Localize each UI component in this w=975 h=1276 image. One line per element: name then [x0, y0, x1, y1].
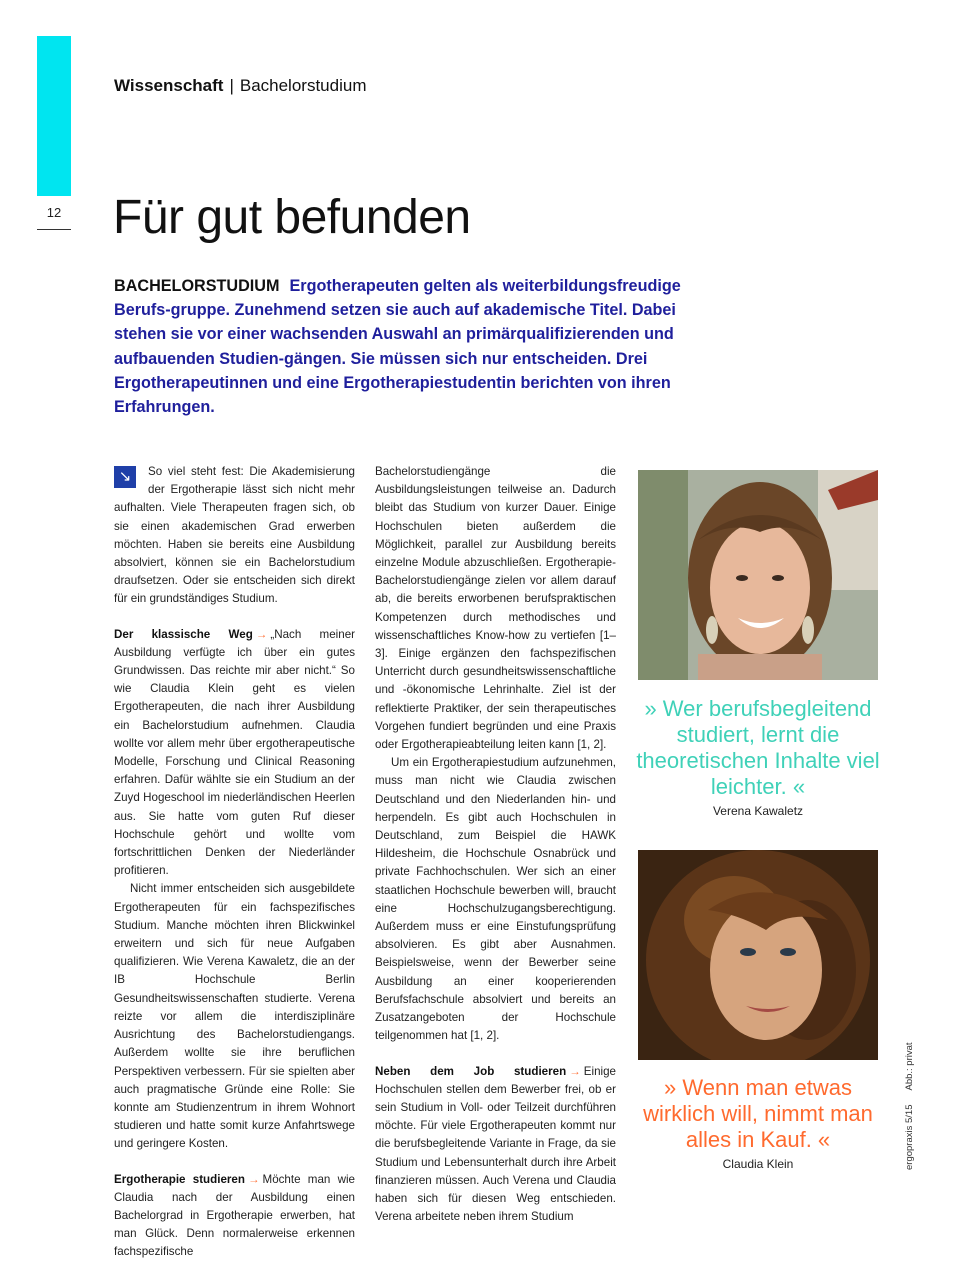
page-number: 12	[46, 205, 62, 220]
accent-bar	[37, 36, 71, 196]
subheading-arrow-icon: →	[247, 1172, 260, 1186]
column2-paragraph-1: Bachelorstudiengänge die Ausbildungsleistungen teilweise an. Dadurch bleibt das Studium von kurzer Dauer. Einige Hochschulen bieten außerdem die Möglichkeit, parallel zur Ausbildung bereits einzelne Module abzuschließen. Ergotherapie-Bachelorstudiengänge zielen vor allem darauf ab, die bereits erworbenen berufspraktischen Kompetenzen durch methodisches und wissenschaftliches Know-how zu vertiefen [1–3]. Einige ergänzen den fachspezifischen Unterricht durch gesundheitswissenschaftliche und -ökonomische Lehrinhalte. Ziel ist der reflektierte Praktiker, der sein therapeutisches Vorgehen fundiert begründen und eine Praxis oder Ergotherapieabteilung leiten kann [1, 2].	[375, 465, 616, 752]
article-lead	[114, 274, 724, 419]
column1-paragraph-2: Der klassische Weg → „Nach meiner Ausbildung verfügte ich über ein gutes Grundwissen. Das reichte mir aber nicht.“ So wie Claudia Klein geht es vielen Ergotherapeuten, die nach ihrer Ausbildung ein Bachelorstudium aufnehmen. Claudia wollte vor allem mehr über ergotherapeutische Modelle, Forschung und Clinical Reasoning erfahren. Dafür wählte sie ein Studium an der Zuyd Hogeschool im niederländischen Heerlen aus. Sie hatte vom guten Ruf dieser Hochschule gehört und wollte vom fortschrittlichen Denken der Niederländer profitieren.	[114, 627, 355, 878]
column2-paragraph-3: Neben dem Job studieren → Einige Hochschulen stellen dem Bewerber frei, ob er sein Studium in Voll- oder Teilzeit durchführen möchte. Für viele Ergotherapeuten kommt nur die berufsbegleitende Variante in Frage, da sie Studium und Lebensunterhalt durch ihre Arbeit finanzieren müssen. Auch Verena und Claudia haben sich für diesen Weg entschieden. Verena arbeitete neben ihrem Studium	[375, 1064, 616, 1224]
text-column-2	[375, 463, 616, 1226]
lead-kicker: BACHELORSTUDIUM	[114, 277, 280, 295]
pull-quote-verena: » Wer berufsbegleitend studiert, lernt die theoretischen Inhalte viel leichter. «	[636, 696, 880, 799]
portrait-photo-verena	[638, 470, 878, 680]
section-separator: |	[229, 76, 234, 95]
side-credit	[904, 1028, 915, 1170]
section-label-rest: Bachelorstudium	[239, 76, 367, 95]
article-title: Für gut befunden	[113, 191, 471, 244]
photo-credit: Abb.: privat	[904, 1042, 915, 1091]
journal-issue: ergopraxis 5/15	[904, 1104, 915, 1170]
text-column-1	[114, 463, 355, 1262]
subheading-study-ot: Ergotherapie studieren	[114, 1172, 245, 1186]
column1-paragraph-3: Nicht immer entscheiden sich ausgebildete Ergotherapeuten für ein fachspezifisches Studium. Manche möchten ihren Blickwinkel erweitern und sich für neue Aufgaben qualifizieren. Wie Verena Kawaletz, die an der IB Hochschule Berlin Gesundheitswissenschaften studierte. Verena reizte vor allem die interdisziplinäre Ausrichtung des Bachelorstudiengangs. Außerdem wollte sie ihre beruflichen Perspektiven verbessern. Für sie spielten aber auch pragmatische Gründe eine Rolle: Sie konnte am Studienzentrum in ihrem Wohnort studieren und hatte somit kurze Anfahrtswege und geringere Kosten.	[114, 882, 355, 1151]
subheading-arrow-icon: →	[569, 1064, 581, 1078]
column1-paragraph-1: ↘ So viel steht fest: Die Akademisierung der Ergotherapie lässt sich nicht mehr aufhalten. Viele Therapeuten fragen sich, ob sie einen akademischen Grad erwerben möchten. Haben sie bereits eine Ausbildung absolviert, können sie ein Bachelorstudium draufsetzen. Oder sie entscheiden sich direkt für ein grundständiges Studium.	[114, 465, 355, 606]
section-label-bold: Wissenschaft	[114, 76, 224, 95]
column2-paragraph-2: Um ein Ergotherapiestudium aufzunehmen, muss man nicht wie Claudia zwischen Deutschland und den Niederlanden hin- und herpendeln. Es gibt auch Hochschulen in Deutschland, zum Beispiel die HAWK Hildesheim, die Hochschule Osnabrück und private Fachhochschulen. Wer sich an einer staatlichen Hochschule bewerben will, braucht eine Hochschulzugangsberechtigung. Außerdem muss er eine Einstufungsprüfung absolvieren. Es gibt aber Ausnahmen. Beispielsweise, wenn der Bewerber seine Ausbildung an einer kooperierenden Berufsfachschule absolviert und bereits an Zusatzangeboten der Hochschule teilgenommen hat [1, 2].	[375, 756, 616, 1043]
subheading-arrow-icon: →	[255, 627, 268, 641]
pull-quote-author-verena: Verena Kawaletz	[712, 804, 804, 818]
lead-text: Ergotherapeuten gelten als weiterbildungsfreudige Berufs-gruppe. Zunehmend setzen sie auch auf akademische Titel. Dabei stehen sie vor einer wachsenden Auswahl an primärqualifizierenden und aufbauenden Studien-gängen. Sie müssen sich nur entscheiden. Drei Ergotherapeutinnen und eine Ergotherapiestudentin berichten von ihren Erfahrungen.	[114, 277, 681, 417]
subheading-study-with-job: Neben dem Job studieren	[375, 1064, 567, 1078]
page-number-rule	[37, 229, 71, 230]
section-label	[114, 76, 366, 96]
subheading-classic-way: Der klassische Weg	[114, 627, 253, 641]
column1-paragraph-4: Ergotherapie studieren → Möchte man wie Claudia nach der Ausbildung einen Bachelorgrad in Ergotherapie erwerben, hat man Glück. Denn normalerweise erkennen fachspezifische	[114, 1172, 355, 1259]
pull-quote-claudia: » Wenn man etwas wirklich will, nimmt man alles in Kauf. «	[643, 1075, 873, 1152]
pull-quote-author-claudia: Claudia Klein	[722, 1157, 794, 1171]
portrait-photo-claudia	[638, 850, 878, 1060]
article-start-arrow-icon: ↘	[114, 466, 136, 488]
